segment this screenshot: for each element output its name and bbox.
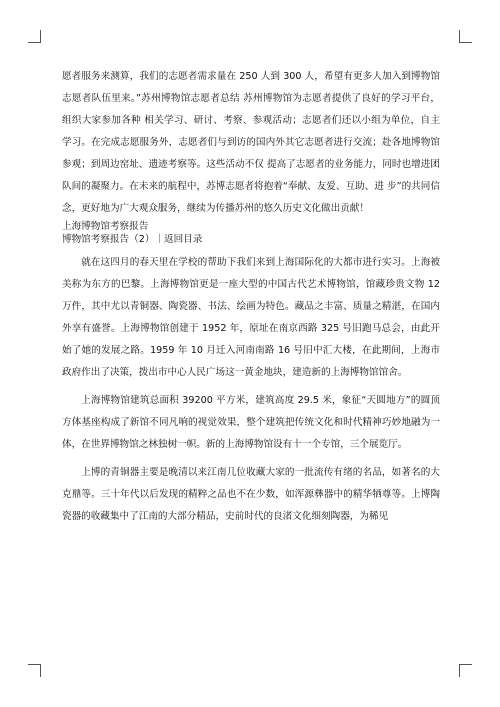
paragraph-volunteer-summary: 愿者服务来测算，我们的志愿者需求量在 250 人到 300 人，希望有更多人加入到博物馆志愿者队伍里来。”苏州博物馆志愿者总结 苏州博物馆为志愿者提供了良好的学习平台， 组织大家参加各种 相关学习、研讨、考察、参观活动；志愿者们还以小组为单位，自主 学习。在完成志愿服务外，志愿者们与到访的国内外其它志愿者进行交流；赴各地博物馆参观；到周边窑址、遗迹考察等。这些活动不仅 提高了志愿者的业务能力，同时也增进团队间的凝聚力。在未来的航程中，苏博志愿者将抱着“奉献、友爱、互助、进 步”的共同信念，更好地为广大观众服务，继续为传播苏州的悠久历史文化做出贡献！ bbox=[62, 71, 440, 214]
document-body bbox=[62, 66, 440, 528]
paragraph-bronze-ceramics: 上博的青铜器主要是晚清以来江南几位收藏大家的一批流传有绪的名品，如著名的大克鼎等。三十年代以后发现的精粹之品也不在少数，如浑源彝器中的精华牺尊等。上博陶瓷器的收藏集中了江南的大部分精品，史前时代的良渚文化细刻陶器，为稀见 bbox=[62, 467, 440, 522]
crop-mark-top-right bbox=[459, 30, 472, 43]
report-title: 上海博物馆考察报告 bbox=[62, 221, 149, 232]
crop-mark-bottom-right bbox=[459, 664, 472, 677]
crop-mark-bottom-left bbox=[28, 664, 41, 677]
report-subtitle-link[interactable]: 博物馆考察报告（2）｜返回目录 bbox=[62, 234, 203, 245]
crop-mark-top-left bbox=[28, 30, 41, 43]
paragraph-museum-intro: 就在这四月的春天里在学校的帮助下我们来到上海国际化的大都市进行实习。上海被美称为东方的巴黎。上海博物馆更是一座大型的中国古代艺术博物馆，馆藏珍贵文物 12 万件，其中尤以青铜器、陶瓷器、书法、绘画为特色。藏品之丰富、质量之精湛，在国内外享有盛誉。上海博物馆创建于 1952 年，原址在南京西路 325 号旧跑马总会，由此开始了她的发展之路。1959 年 10 月迁入河南南路 16 号旧中汇大楼，在此期间，上海市政府作出了决策，拨出市中心人民广场这一黄金地块，建造新的上海博物馆馆舍。 bbox=[62, 257, 440, 378]
paragraph-architecture: 上海博物馆建筑总面积 39200 平方米，建筑高度 29.5 米，象征“天圆地方”的圆顶方体基座构成了新馆不同凡响的视觉效果，整个建筑把传统文化和时代精神巧妙地融为一体，在世界博物馆之林独树一帜。新的上海博物馆设有十一个专馆，三个展览厅。 bbox=[62, 395, 440, 450]
